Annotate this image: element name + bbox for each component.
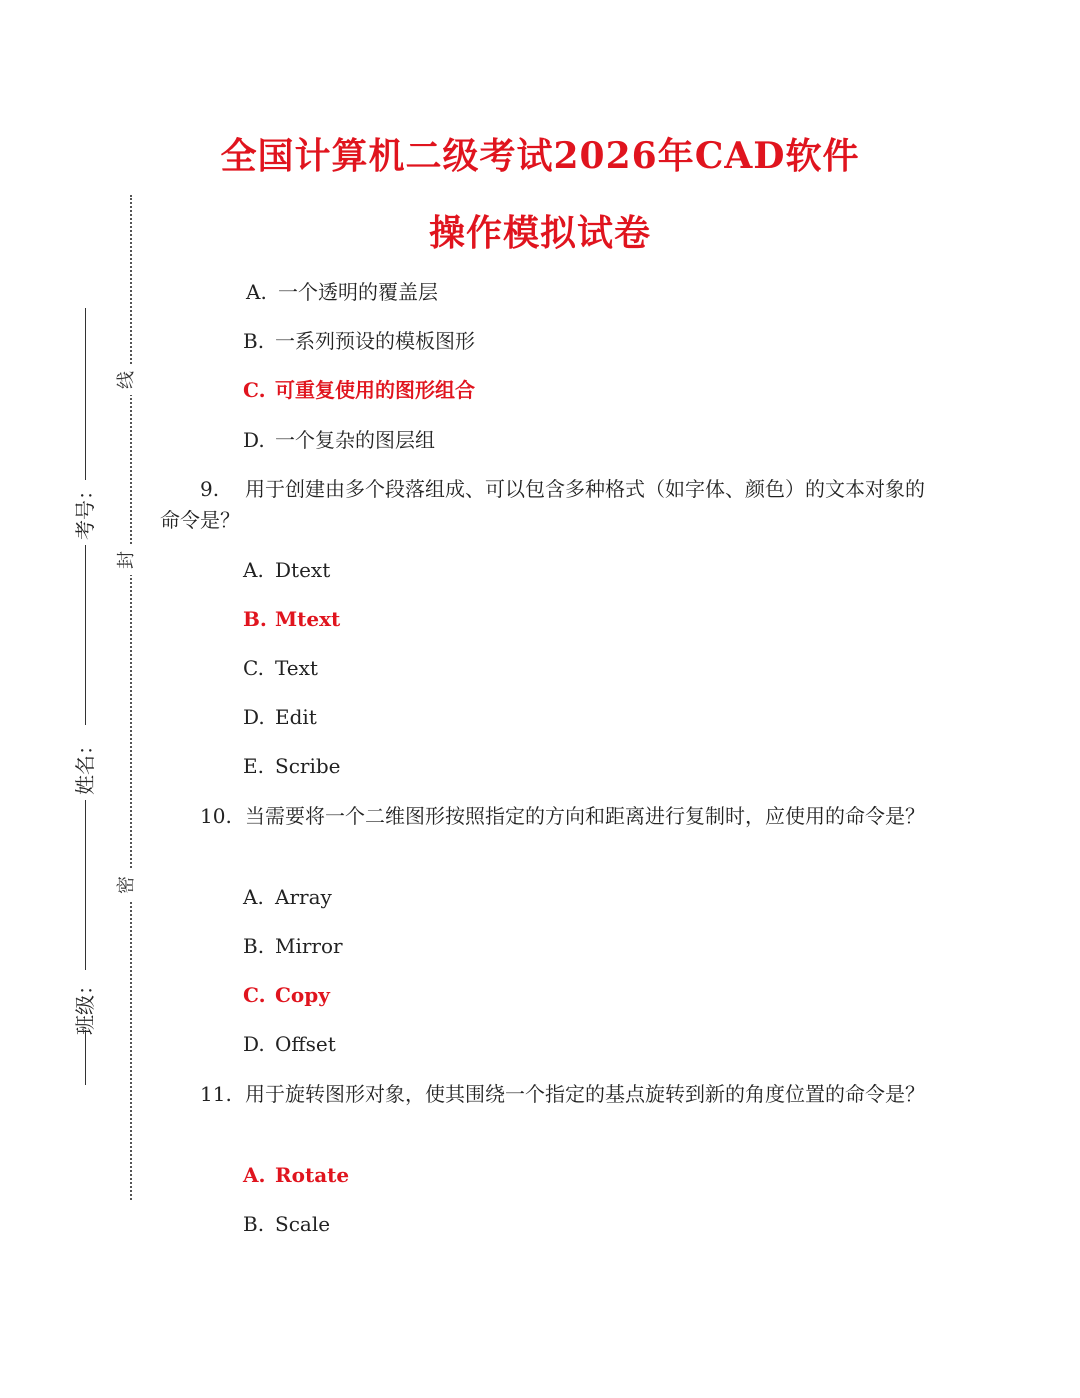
option-text: Array — [275, 885, 332, 909]
option-text: 一个复杂的图层组 — [275, 428, 435, 452]
q9-option-b-correct — [243, 604, 340, 634]
field-label-name: 姓名： — [73, 735, 97, 795]
option-text: Scale — [275, 1212, 331, 1236]
option-text: 一系列预设的模板图形 — [275, 329, 475, 353]
q9-option-e — [243, 751, 341, 781]
option-text: Offset — [275, 1032, 336, 1056]
option-letter: C. — [243, 983, 266, 1007]
option-letter: D. — [243, 705, 265, 729]
option-letter: C. — [243, 378, 266, 402]
binding-dotted-line — [130, 195, 132, 1200]
binding-line-1 — [85, 308, 86, 480]
question-number: 10. — [200, 804, 232, 828]
question-number: 11. — [200, 1082, 232, 1106]
binding-line-3 — [85, 800, 86, 970]
option-letter: B. — [243, 1212, 265, 1236]
option-letter: B. — [243, 934, 265, 958]
binding-line-2 — [85, 545, 86, 725]
field-label-class: 班级： — [73, 975, 97, 1035]
option-text: 一个透明的覆盖层 — [278, 280, 438, 304]
option-letter: E. — [243, 754, 264, 778]
exam-title-line1: 全国计算机二级考试2026年CAD软件 — [220, 135, 860, 177]
seal-char-xian: 线 — [112, 365, 142, 395]
prev-option-c-correct — [243, 375, 475, 405]
option-text: Rotate — [275, 1163, 350, 1187]
q9-option-c — [243, 653, 318, 683]
field-label-exam-number: 考号： — [73, 480, 97, 540]
prev-option-d — [243, 425, 435, 455]
option-letter: B. — [243, 607, 267, 631]
q11-option-a-correct — [243, 1160, 349, 1190]
seal-char-feng: 封 — [112, 545, 142, 575]
option-letter: B. — [243, 329, 265, 353]
option-text: Scribe — [275, 754, 341, 778]
option-letter: C. — [243, 656, 264, 680]
q9-option-a — [243, 555, 330, 585]
option-letter: A. — [243, 885, 264, 909]
option-letter: A. — [243, 558, 264, 582]
option-text: Copy — [275, 983, 330, 1007]
option-text: Mtext — [275, 607, 341, 631]
option-text: Text — [275, 656, 318, 680]
option-letter: A. — [246, 280, 267, 304]
q11-option-b — [243, 1209, 330, 1239]
seal-char-mi: 密 — [112, 870, 142, 900]
question-text: 当需要将一个二维图形按照指定的方向和距离进行复制时，应使用的命令是？ — [245, 804, 925, 828]
prev-option-b — [243, 326, 475, 356]
q10-option-b — [243, 931, 343, 961]
q10-option-a — [243, 882, 332, 912]
option-letter: D. — [243, 428, 265, 452]
question-10 — [160, 801, 930, 832]
option-text: Dtext — [275, 558, 331, 582]
q10-option-c-correct — [243, 980, 330, 1010]
question-number: 9. — [200, 477, 220, 501]
q10-option-d — [243, 1029, 336, 1059]
question-11 — [160, 1079, 930, 1110]
option-text: 可重复使用的图形组合 — [275, 378, 475, 402]
prev-option-a — [246, 277, 438, 307]
question-9 — [160, 474, 930, 536]
q9-option-d — [243, 702, 317, 732]
question-text: 用于旋转图形对象，使其围绕一个指定的基点旋转到新的角度位置的命令是？ — [245, 1082, 925, 1106]
option-letter: A. — [243, 1163, 266, 1187]
binding-line-4 — [85, 1030, 86, 1085]
option-text: Mirror — [275, 934, 343, 958]
option-letter: D. — [243, 1032, 265, 1056]
exam-title-line2: 操作模拟试卷 — [428, 212, 651, 254]
question-text: 用于创建由多个段落组成、可以包含多种格式（如字体、颜色）的文本对象的命令是？ — [160, 477, 925, 532]
option-text: Edit — [275, 705, 317, 729]
